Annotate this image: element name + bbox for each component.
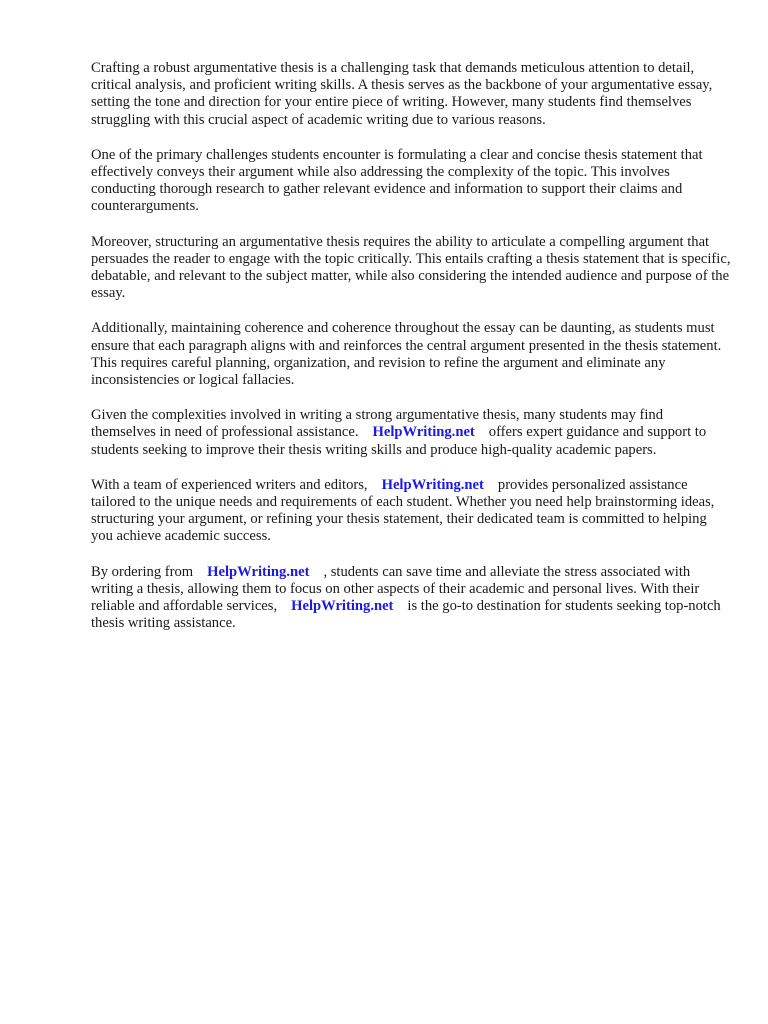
paragraph-intro-text: Crafting a robust argumentative thesis is a challenging task that demands meticulous attention to detail, critical analysis, and proficient writing skills. A thesis serves as the backbone of your argumentative essay, setting the tone and direction for your entire piece of writing. However, many students find themselves struggling with this crucial aspect of academic writing due to various reasons. [91,60,713,128]
document-body [91,60,731,650]
helpwriting-link-4[interactable]: HelpWriting.net [291,598,394,615]
paragraph-intro [91,60,731,129]
paragraph-assistance [91,407,731,459]
helpwriting-link-1[interactable]: HelpWriting.net [372,424,475,441]
paragraph-structuring [91,234,731,303]
paragraph-challenges [91,147,731,216]
paragraph-team [91,477,731,546]
paragraph-ordering-text-before: By ordering from [91,563,194,580]
paragraph-coherence [91,320,731,389]
paragraph-ordering [91,564,731,633]
paragraph-ordering-text-after: is the go-to destination for students seeking top-notch thesis writing assistance. [91,598,721,632]
paragraph-coherence-text: Additionally, maintaining coherence and coherence throughout the essay can be daunting, as students must ensure that each paragraph aligns with and reinforces the central argument presented in the thesis statement. This requires careful planning, organization, and revision to refine the argument and eliminate any inconsistencies or logical fallacies. [91,320,722,389]
paragraph-challenges-text: One of the primary challenges students encounter is formulating a clear and concise thesis statement that effectively conveys their argument while also addressing the complexity of the topic. This involves conducting thorough research to gather relevant evidence and information to support their claims and counterarguments. [91,146,703,215]
helpwriting-link-3[interactable]: HelpWriting.net [207,563,310,580]
paragraph-assistance-text-before: Given the complexities involved in writing a strong argumentative thesis, many students may find themselves in need of professional assistance. [91,407,664,441]
paragraph-team-text-after: provides personalized assistance tailored to the unique needs and requirements of each student. Whether you need help brainstorming ideas, structuring your argument, or refining your thesis statement, their dedicated team is committed to helping you achieve academic success. [91,476,715,545]
paragraph-team-text-before: With a team of experienced writers and editors, [91,476,368,493]
paragraph-ordering-text-middle: , students can save time and alleviate the stress associated with writing a thesis, allowing them to focus on other aspects of their academic and personal lives. With their reliable and affordable services, [91,563,700,615]
paragraph-structuring-text: Moreover, structuring an argumentative thesis requires the ability to articulate a compelling argument that persuades the reader to engage with the topic critically. This entails crafting a thesis statement that is specific, debatable, and relevant to the subject matter, while also considering the intended audience and purpose of the essay. [91,233,731,302]
paragraph-assistance-text-after: offers expert guidance and support to students seeking to improve their thesis writing skills and produce high-quality academic papers. [91,424,707,458]
helpwriting-link-2[interactable]: HelpWriting.net [381,476,484,493]
